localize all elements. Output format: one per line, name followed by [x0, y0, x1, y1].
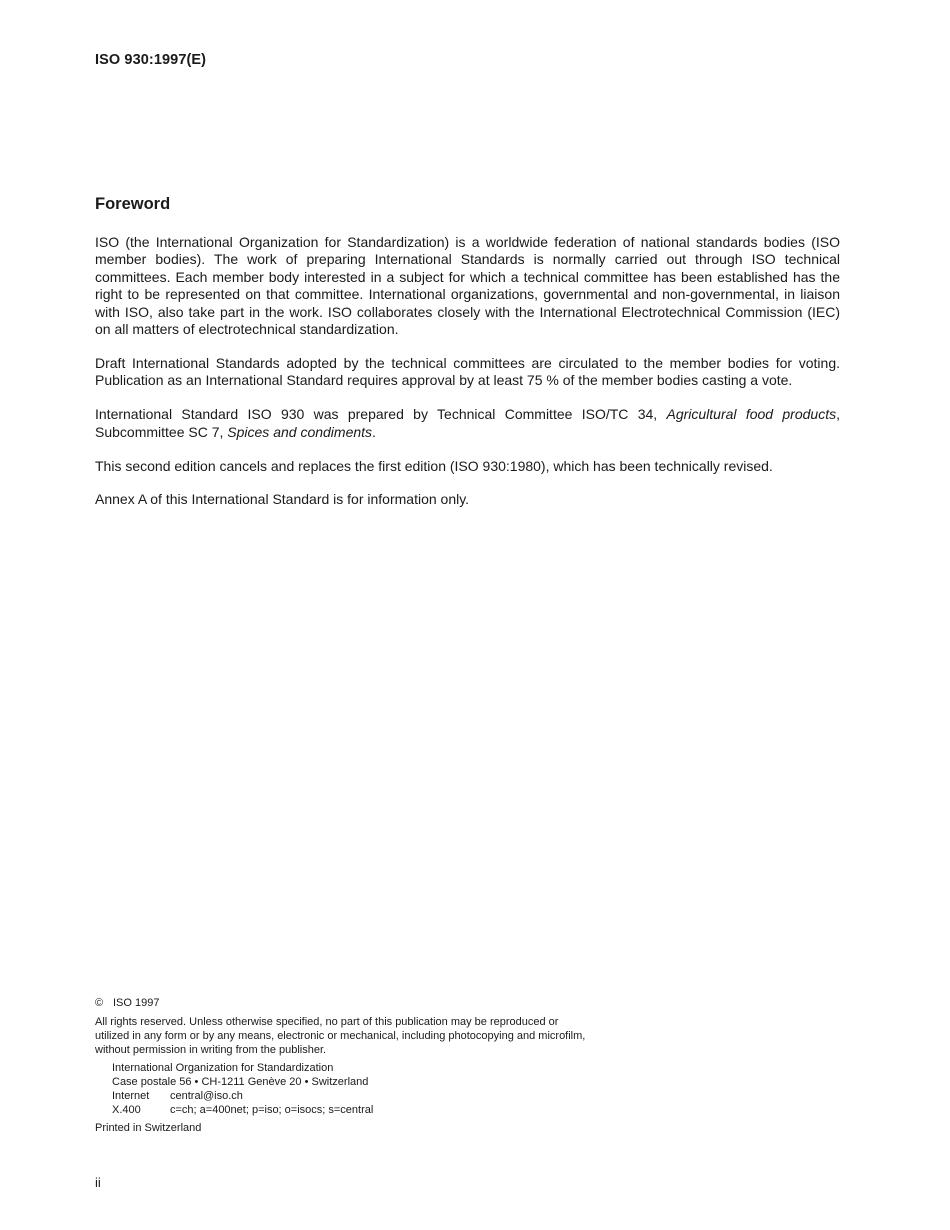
foreword-paragraph-edition: This second edition cancels and replaces the first edition (ISO 930:1980), which has been technically revised.: [95, 457, 773, 474]
foreword-paragraph-annex: Annex A of this International Standard is for information only.: [95, 491, 470, 508]
printed-in: Printed in Switzerland: [95, 1122, 202, 1134]
publisher-address: [112, 1061, 595, 1117]
committee-text-part: International Standard ISO 930 was prepared by Technical Committee ISO/TC 34,: [95, 406, 667, 423]
x400-value: c=ch; a=400net; p=iso; o=isocs; s=central: [170, 1104, 374, 1116]
foreword-paragraph-iso-intro: ISO (the International Organization for Standardization) is a worldwide federation of national standards bodies (ISO member bodies). The work of preparing International Standards is normally carried out through ISO technical committees. Each member body interested in a subject for which a technical committee has been established has the right to be represented on that committee. International organizations, governmental and non-governmental, in liaison with ISO, also take part in the work. ISO collaborates closely with the International Electrotechnical Commission (IEC) on all matters of electrotechnical standardization.: [95, 234, 840, 338]
internet-row: [112, 1089, 595, 1103]
copyright-icon: ©: [95, 997, 104, 1009]
foreword-section: [95, 194, 840, 525]
internet-value: central@iso.ch: [170, 1090, 243, 1102]
x400-row: [112, 1103, 595, 1117]
document-identifier: ISO 930:1997(E): [95, 52, 207, 68]
subcommittee-name: Spices and condiments: [227, 423, 373, 440]
internet-label: Internet: [112, 1090, 150, 1102]
committee-name: Agricultural food products: [666, 406, 837, 423]
copyright-line: [95, 996, 595, 1010]
copyright-footer: [95, 996, 595, 1135]
copyright-text: ISO 1997: [113, 997, 160, 1009]
committee-text-part: , Subcommittee SC 7,: [95, 406, 840, 440]
org-postal-address: Case postale 56 • CH-1211 Genève 20 • Switzerland: [112, 1076, 369, 1088]
page-number: ii: [95, 1175, 101, 1190]
foreword-paragraph-drafts: Draft International Standards adopted by the technical committees are circulated to the member bodies for voting. Publication as an International Standard requires approval by at least 75 % of the member bodies casting a vote.: [95, 354, 840, 389]
foreword-paragraph-committee: [95, 406, 840, 441]
foreword-title: Foreword: [95, 195, 171, 213]
rights-notice: All rights reserved. Unless otherwise specified, no part of this publication may be reproduced or utilized in any form or by any means, electronic or mechanical, including photocopying and microfilm, without permission in writing from the publisher.: [95, 1016, 586, 1056]
org-name: International Organization for Standardization: [112, 1062, 334, 1074]
committee-text-part: .: [372, 423, 376, 440]
x400-label: X.400: [112, 1104, 141, 1116]
